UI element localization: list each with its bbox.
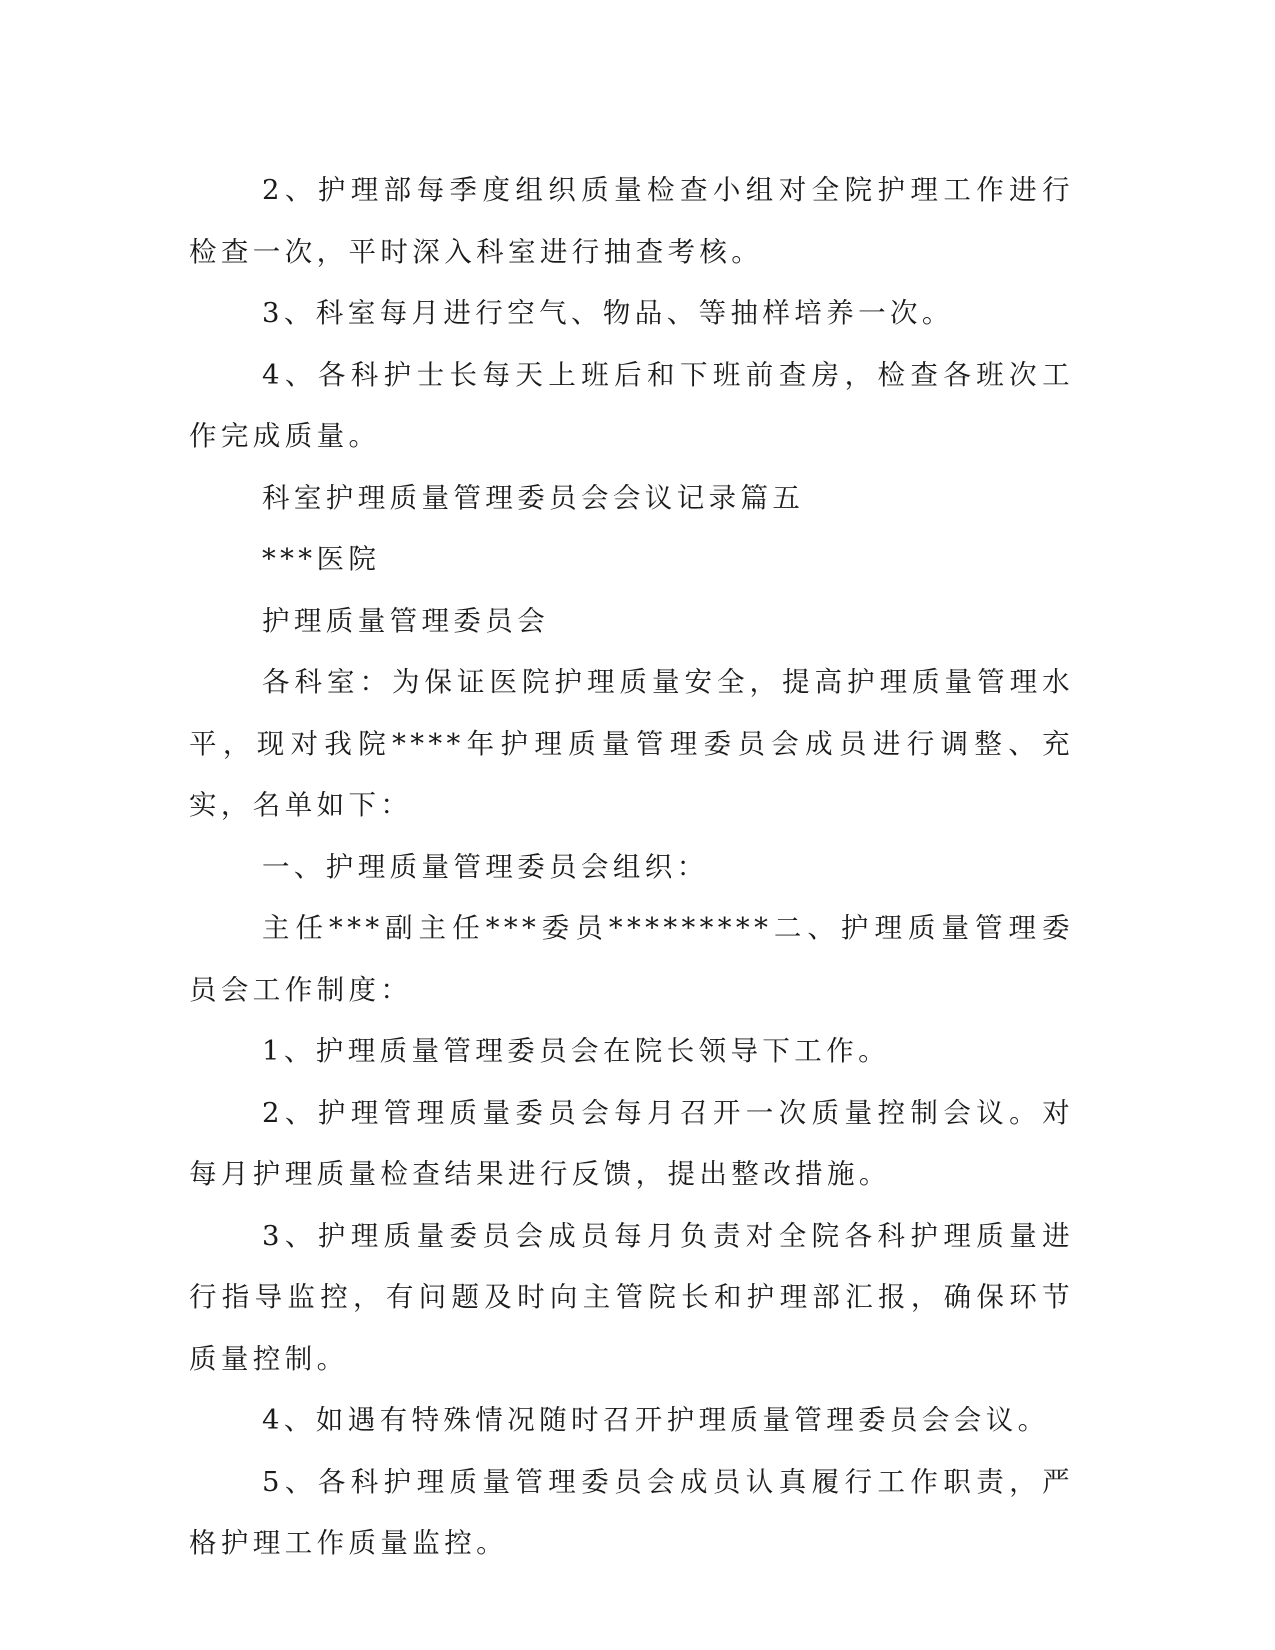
paragraph-item-3-sampling-culture: 3、科室每月进行空气、物品、等抽样培养一次。 (262, 297, 954, 329)
member-list-paragraph: 主任***副主任***委员*********二、护理质量管理委员会工作制度： (189, 912, 1074, 1006)
subheading-organization: 一、护理质量管理委员会组织： (262, 850, 709, 883)
document-body (189, 160, 1074, 1575)
rule-item-2: 2、护理管理质量委员会每月召开一次质量控制会议。对每月护理质量检查结果进行反馈，提出整改措施。 (189, 1096, 1074, 1190)
section-heading: 科室护理质量管理委员会会议记录篇五 (262, 481, 805, 514)
rule-item-5: 5、各科护理质量管理委员会成员认真履行工作职责，严格护理工作质量监控。 (189, 1465, 1074, 1559)
paragraph-item-4-head-nurse-rounds: 4、各科护士长每天上班后和下班前查房，检查各班次工作完成质量。 (189, 358, 1074, 452)
notice-paragraph: 各科室：为保证医院护理质量安全，提高护理质量管理水平，现对我院****年护理质量管理委员会成员进行调整、充实，名单如下： (189, 666, 1074, 821)
committee-name: 护理质量管理委员会 (262, 604, 550, 637)
rule-item-4: 4、如遇有特殊情况随时召开护理质量管理委员会会议。 (262, 1404, 1050, 1436)
rule-item-3: 3、护理质量委员会成员每月负责对全院各科护理质量进行指导监控，有问题及时向主管院长和护理部汇报，确保环节质量控制。 (189, 1219, 1074, 1375)
rule-item-1: 1、护理质量管理委员会在院长领导下工作。 (262, 1035, 890, 1067)
paragraph-item-2-quarterly-inspection: 2、护理部每季度组织质量检查小组对全院护理工作进行检查一次，平时深入科室进行抽查考核。 (189, 174, 1074, 268)
hospital-name: ***医院 (262, 543, 381, 575)
